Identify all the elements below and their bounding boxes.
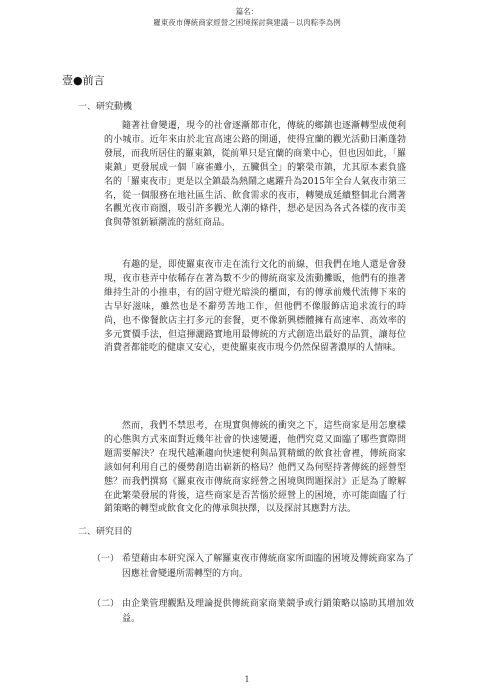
page-number: 1 (244, 675, 250, 684)
header-label: 篇名： (235, 7, 259, 16)
subsection-heading-motivation: 一、研究動機 (78, 102, 133, 112)
purpose-item-number: （二） (92, 599, 120, 609)
paragraph-1: 隨著社會變遷，現今的社會逐漸都市化，傳統的鄉鎮也逐漸轉型成便利的小城市。近年來由於北宜高速公路的開通，使得宜蘭的觀光活動日漸蓬勃發展，而我所居住的羅東鎮，從前單只是宜蘭的商業中心，但也因如此，「羅東鎮」更發展成一個「麻雀雖小，五臟俱全」的繁榮市鎮，尤其原本素負盛名的「羅東夜市」更是以全鎮最為熱鬧之處躍升為2015年全台人氣夜市第三名，從一個服務在地社區生活、飲食需求的夜市，轉變成延續整個北台灣著名觀光夜市商圈，吸引許多觀光人潮的條件，想必是因為各式各樣的夜市美食與帶領新穎潮流的當紅商品。 (104, 121, 406, 229)
purpose-item (92, 597, 414, 626)
purpose-item-text: 由企業管理觀點及理論提供傳統商家商業競爭或行銷策略以協助其增加效益。 (122, 599, 414, 624)
subsection-heading-purpose: 二、研究目的 (78, 527, 133, 537)
document-header (0, 0, 494, 28)
paragraph-2: 有趣的是，即使羅東夜市走在流行文化的前線，但我們在地人還是會發現，夜市巷弄中依稀存在著為數不少的傳統商家及流動攤販，他們有的推著維持生計的小推車，有的固守燈光暗淡的櫃面，有的傳承前幾代流傳下來的古早好滋味，雖然也是不辭勞苦地工作，但他們不像服飾店追求流行的時尚，也不像餐飲店主打多元的套餐，更不像新興標體擁有高速率、高效率的多元實價手法，但這揮灑路實地用最傳統的方式創造出最好的品質，讓每位消費者都能吃的健康又安心，更使羅東夜市現今仍然保留著濃厚的人情味。 (104, 260, 406, 354)
section-heading: 壹●前言 (62, 74, 105, 87)
purpose-item-text: 希望藉由本研究深入了解羅東夜市傳統商家所面臨的困境及傳統商家為了因應社會變遷所需轉型的方向。 (122, 554, 414, 579)
header-title: 羅東夜市傳統商家經營之困境探討與建議－以肉粽李為例 (153, 18, 341, 27)
paragraph-3: 然而，我們不禁思考，在現實與傳統的衝突之下，這些商家是用怎麼樣的心態與方式來面對近幾年社會的快速變遷，他們究竟又面臨了哪些實際問題需要解決？在現代越漸趨向快速便利與品質精緻的飲食社會裡，傳統商家該如何利用自己的優勢創造出嶄新的格局？他們又為何堅持著傳統的經營型態？而我們撰寫《羅東夜市傳統商家經營之困境與問題探討》正是為了瞭解在此繁榮發展的背後，這些商家是否苦惱於經營上的困境，亦可能面臨了行銷策略的轉型或飲食文化的傳承與抉擇，以及探討其應對方法。 (104, 421, 406, 515)
purpose-item (92, 552, 414, 581)
purpose-item-number: （一） (92, 554, 120, 564)
